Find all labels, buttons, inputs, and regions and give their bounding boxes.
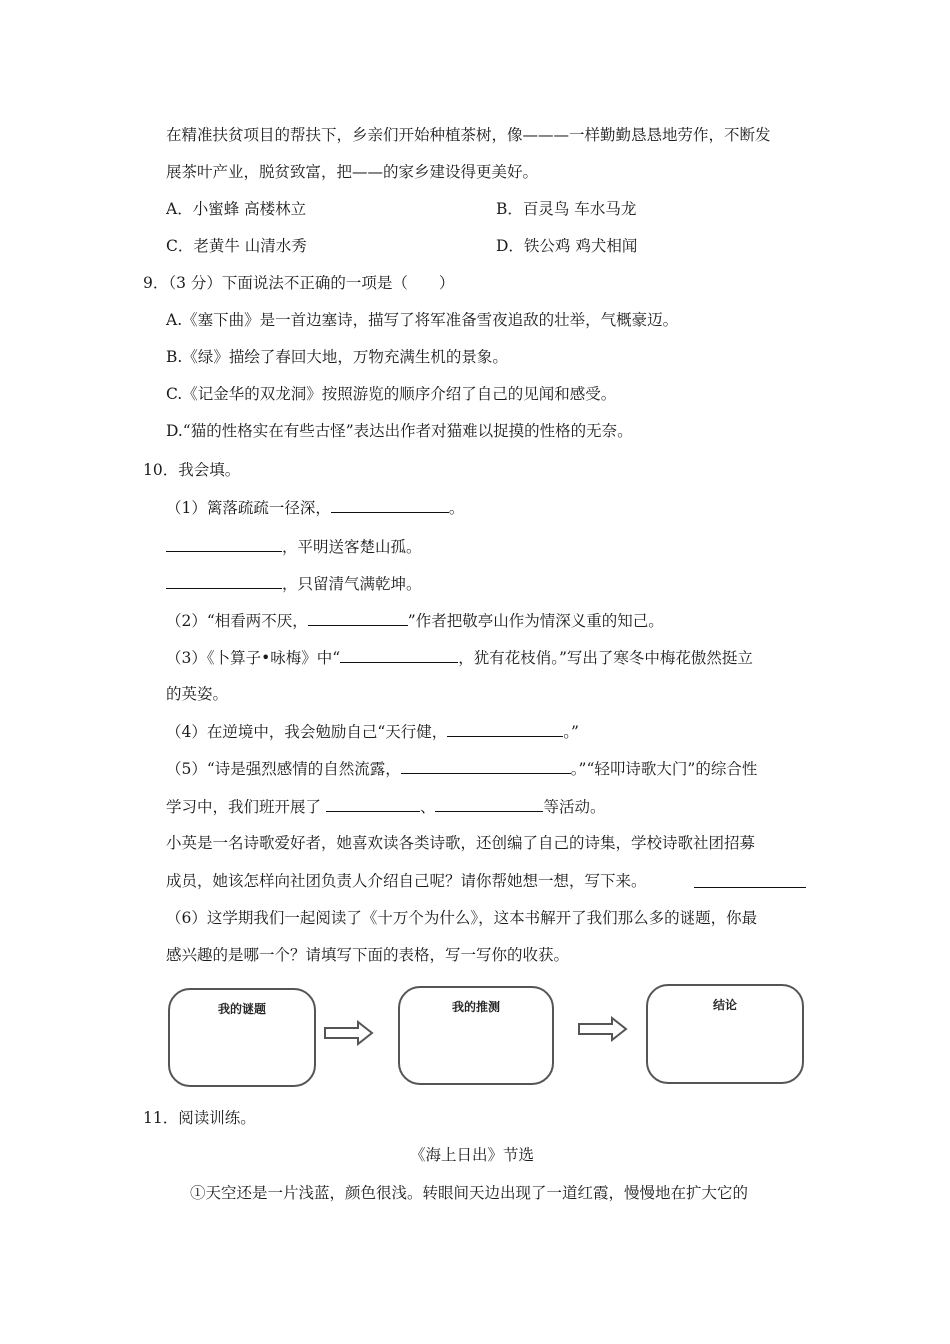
q9-option-d: D.“猫的性格实在有些古怪”表达出作者对猫难以捉摸的性格的无奈。 (166, 422, 633, 440)
q10-part1c (166, 573, 422, 594)
arrow-right-icon (578, 1016, 628, 1042)
q9-stem: 9．（3 分）下面说法不正确的一项是（ ） (143, 274, 455, 292)
q10-part6-line1: （6）这学期我们一起阅读了《十万个为什么》，这本书解开了我们那么多的谜题，你最 (166, 909, 758, 927)
q10-part5-sep: 、 (419, 798, 436, 816)
q10-part5 (166, 758, 757, 779)
q10-part4-blank[interactable] (447, 721, 563, 737)
q10-part2-blank[interactable] (308, 610, 408, 626)
q10-part3-line2: 的英姿。 (166, 685, 229, 703)
q10-part3-end: ，犹有花枝俏。”写出了寒冬中梅花傲然挺立 (458, 649, 753, 667)
q8-option-b: B．百灵鸟 车水马龙 (496, 200, 637, 218)
guess-box[interactable] (398, 986, 554, 1085)
q10-part1-end: 。 (448, 499, 465, 517)
q10-part5-end: 。”“轻叩诗歌大门”的综合性 (570, 760, 758, 778)
conclusion-box[interactable] (646, 984, 804, 1084)
q8-stem-line1: 在精准扶贫项目的帮扶下，乡亲们开始种植茶树，像———一样勤勤恳恳地劳作，不断发 (166, 126, 771, 144)
q10-part5-line2-end: 等活动。 (543, 798, 606, 816)
conclusion-box-label: 结论 (712, 998, 737, 1012)
q10-part5-answer-blank[interactable] (694, 872, 806, 888)
q10-part1c-text: ，只留清气满乾坤。 (282, 575, 422, 593)
q10-part3-text: （3）《卜算子•咏梅》中“ (166, 649, 341, 667)
q9-option-b: B.《绿》描绘了春回大地，万物充满生机的景象。 (166, 348, 508, 366)
riddle-box-label: 我的谜题 (217, 1002, 266, 1016)
q11-passage-line1: ①天空还是一片浅蓝，颜色很浅。转眼间天边出现了一道红霞，慢慢地在扩大它的 (190, 1184, 749, 1202)
q10-part5-line2-text: 学习中，我们班开展了 (166, 798, 326, 816)
q10-part1-blank[interactable] (331, 497, 449, 513)
q10-part5-text: （5）“诗是强烈感情的自然流露， (166, 760, 401, 778)
q8-stem-line2: 展茶叶产业，脱贫致富，把——的家乡建设得更美好。 (166, 163, 539, 181)
q10-part5-activity2-blank[interactable] (435, 796, 543, 812)
guess-box-label: 我的推测 (451, 1000, 500, 1014)
q10-part1b (166, 536, 422, 557)
q9-option-c: C.《记金华的双龙洞》按照游览的顺序介绍了自己的见闻和感受。 (166, 385, 617, 403)
riddle-box[interactable] (168, 988, 316, 1087)
q10-part5-line2 (166, 796, 605, 817)
q10-part3-blank[interactable] (340, 647, 458, 663)
q10-part1c-blank[interactable] (166, 573, 282, 589)
q10-title: 10．我会填。 (143, 461, 241, 479)
q10-part2-text: （2）“相看两不厌， (166, 612, 308, 630)
q10-part4-text: （4）在逆境中，我会勉励自己“天行健， (166, 723, 448, 741)
q10-part6-line2: 感兴趣的是哪一个？请填写下面的表格，写一写你的收获。 (166, 946, 570, 964)
q8-option-c: C．老黄牛 山清水秀 (166, 237, 307, 255)
q10-part5-para-line1: 小英是一名诗歌爱好者，她喜欢读各类诗歌，还创编了自己的诗集，学校诗歌社团招募 (166, 834, 756, 852)
q10-part4-end: 。” (563, 723, 579, 741)
q10-part5-blank[interactable] (401, 758, 571, 774)
q8-option-a: A．小蜜蜂 高楼林立 (166, 200, 307, 218)
q10-part1b-blank[interactable] (166, 536, 282, 552)
q11-title: 11．阅读训练。 (143, 1109, 256, 1127)
q10-part5-activity1-blank[interactable] (326, 796, 420, 812)
q10-part5-para-line2 (166, 871, 647, 891)
q10-part2-end: ”作者把敬亭山作为情深义重的知己。 (407, 612, 664, 630)
q10-part4 (166, 721, 579, 742)
q11-passage-title: 《海上日出》节选 (410, 1146, 535, 1164)
arrow-right-icon (324, 1020, 374, 1046)
q10-part1 (166, 497, 464, 518)
q10-part3 (166, 647, 753, 668)
q8-option-d: D．铁公鸡 鸡犬相闻 (496, 237, 638, 255)
q10-part2 (166, 610, 664, 631)
q10-part1b-text: ，平明送客楚山孤。 (282, 538, 422, 556)
q9-option-a: A.《塞下曲》是一首边塞诗，描写了将军准备雪夜追敌的壮举，气概豪迈。 (166, 311, 679, 329)
q10-part1-text: （1）篱落疏疏一径深， (166, 499, 331, 517)
q10-part5-para-line2-text: 成员，她该怎样向社团负责人介绍自己呢？请你帮她想一想，写下来。 (166, 872, 647, 890)
